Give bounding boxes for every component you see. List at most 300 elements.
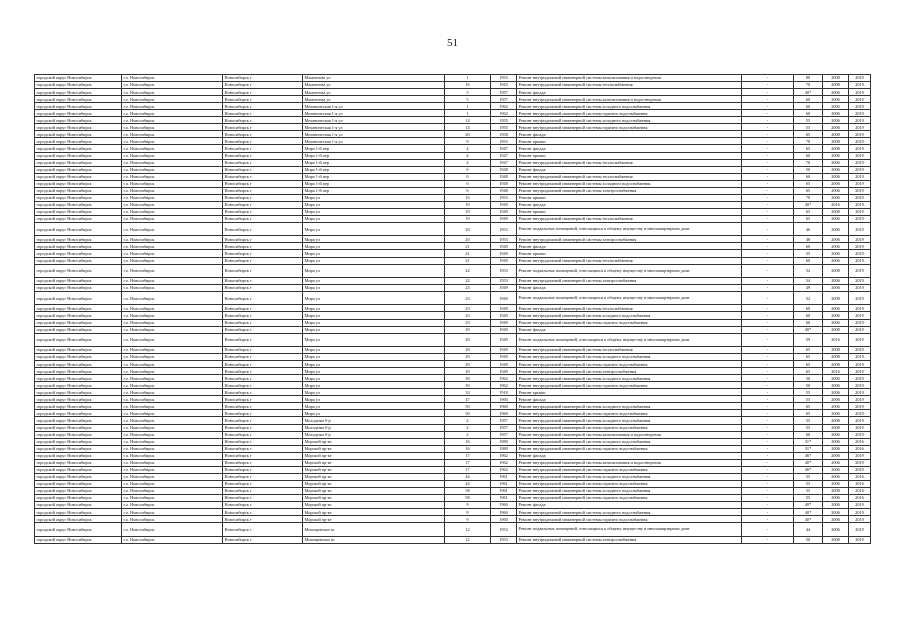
table-row	[35, 333, 871, 346]
cell-district: городской округ Новосибирск	[35, 459, 122, 466]
cell-end-year: 2019	[849, 96, 871, 103]
cell-district: городской округ Новосибирск	[35, 124, 122, 131]
cell-start-year: 2006	[823, 410, 849, 417]
cell-start-year: 2006	[823, 509, 849, 516]
cell-end-year: 2019	[849, 417, 871, 424]
cell-work: Ремонт внутридомовой инженерной системы горячего водоснабжения	[517, 516, 742, 523]
cell-district: городской округ Новосибирск	[35, 187, 122, 194]
cell-start-year: 2008	[823, 326, 849, 333]
cell-year: 1961	[491, 495, 517, 502]
cell-value: 60	[794, 305, 823, 312]
cell-work: Ремонт фасада	[517, 243, 742, 250]
cell-dash: -	[742, 361, 794, 368]
cell-end-year: 2019	[849, 194, 871, 201]
cell-start-year: 2006	[823, 103, 849, 110]
cell-value: 70	[794, 82, 823, 89]
cell-street: Мира ул	[303, 319, 445, 326]
cell-municipality: г.о. Новосибирск	[122, 152, 223, 159]
cell-year: 1949	[491, 312, 517, 319]
cell-work: Ремонт фасада	[517, 201, 742, 208]
cell-year: 1961	[491, 487, 517, 494]
cell-locality: Новосибирск г	[223, 319, 303, 326]
cell-district: городской округ Новосибирск	[35, 403, 122, 410]
cell-street: Мира 1-й пер	[303, 159, 445, 166]
cell-work: Ремонт внутридомовой инженерной системы холодного водоснабжения	[517, 438, 742, 445]
cell-street: Мира 1-й пер	[303, 166, 445, 173]
cell-municipality: г.о. Новосибирск	[122, 502, 223, 509]
table-row	[35, 389, 871, 396]
cell-start-year: 2006	[823, 495, 849, 502]
cell-street: Мира ул	[303, 285, 445, 292]
cell-municipality: г.о. Новосибирск	[122, 145, 223, 152]
table-row	[35, 516, 871, 523]
cell-work: Ремонт фасада	[517, 326, 742, 333]
cell-work: Ремонт внутридомовой инженерной системы горячего водоснабжения	[517, 480, 742, 487]
cell-end-year: 2019	[849, 215, 871, 222]
cell-year: 1953	[491, 222, 517, 235]
cell-dash: -	[742, 445, 794, 452]
cell-end-year: 2019	[849, 410, 871, 417]
cell-year: 1949	[491, 208, 517, 215]
cell-district: городской округ Новосибирск	[35, 452, 122, 459]
cell-street: Мамонтова ул	[303, 82, 445, 89]
cell-work: Ремонт внутридомовой инженерной системы холодного водоснабжения	[517, 509, 742, 516]
cell-district: городской округ Новосибирск	[35, 208, 122, 215]
cell-value: 65	[794, 368, 823, 375]
cell-locality: Новосибирск г	[223, 487, 303, 494]
cell-district: городской округ Новосибирск	[35, 215, 122, 222]
cell-house: 1	[445, 110, 491, 117]
cell-end-year: 2019	[849, 173, 871, 180]
cell-end-year: 2016	[849, 438, 871, 445]
cell-year: 1960	[491, 509, 517, 516]
cell-value: 65	[794, 208, 823, 215]
cell-end-year: 2019	[849, 166, 871, 173]
cell-locality: Новосибирск г	[223, 166, 303, 173]
cell-end-year: 2019	[849, 82, 871, 89]
cell-house: 20	[445, 131, 491, 138]
cell-locality: Новосибирск г	[223, 292, 303, 305]
cell-locality: Новосибирск г	[223, 152, 303, 159]
cell-locality: Новосибирск г	[223, 424, 303, 431]
cell-start-year: 2006	[823, 452, 849, 459]
cell-street: Механическая 1-я ул	[303, 117, 445, 124]
cell-end-year: 2019	[849, 103, 871, 110]
cell-locality: Новосибирск г	[223, 417, 303, 424]
cell-end-year: 2019	[849, 250, 871, 257]
cell-municipality: г.о. Новосибирск	[122, 354, 223, 361]
cell-municipality: г.о. Новосибирск	[122, 285, 223, 292]
cell-year: 1962	[491, 452, 517, 459]
cell-value: 40*	[794, 326, 823, 333]
cell-dash: -	[742, 277, 794, 284]
cell-dash: -	[742, 236, 794, 243]
cell-end-year: 2019	[849, 424, 871, 431]
table-row	[35, 103, 871, 110]
cell-municipality: г.о. Новосибирск	[122, 124, 223, 131]
cell-work: Ремонт внутридомовой инженерной системы горячего водоснабжения	[517, 361, 742, 368]
cell-street: Мира ул	[303, 236, 445, 243]
table-row	[35, 277, 871, 284]
table-row	[35, 208, 871, 215]
cell-municipality: г.о. Новосибирск	[122, 403, 223, 410]
cell-start-year: 2006	[823, 222, 849, 235]
cell-year: 1948	[491, 180, 517, 187]
cell-value: 44	[794, 523, 823, 536]
cell-street: Мира ул	[303, 333, 445, 346]
cell-end-year: 2019	[849, 145, 871, 152]
cell-year: 1947	[491, 145, 517, 152]
cell-year: 1980	[491, 445, 517, 452]
cell-street: Молодежи б-р	[303, 424, 445, 431]
cell-year: 1961	[491, 480, 517, 487]
cell-house: 30	[445, 382, 491, 389]
cell-municipality: г.о. Новосибирск	[122, 75, 223, 82]
cell-locality: Новосибирск г	[223, 103, 303, 110]
table-row	[35, 368, 871, 375]
cell-start-year: 2008	[823, 131, 849, 138]
cell-street: Мира ул	[303, 194, 445, 201]
cell-house: 2	[445, 417, 491, 424]
cell-dash: -	[742, 96, 794, 103]
cell-end-year: 2019	[849, 333, 871, 346]
cell-house: 6	[445, 187, 491, 194]
cell-value: 31*	[794, 445, 823, 452]
cell-municipality: г.о. Новосибирск	[122, 410, 223, 417]
cell-district: городской округ Новосибирск	[35, 516, 122, 523]
cell-dash: -	[742, 480, 794, 487]
cell-locality: Новосибирск г	[223, 438, 303, 445]
cell-start-year: 2006	[823, 382, 849, 389]
cell-work: Ремонт внутридомовой инженерной системы холодного водоснабжения	[517, 312, 742, 319]
table-row	[35, 487, 871, 494]
cell-locality: Новосибирск г	[223, 96, 303, 103]
cell-locality: Новосибирск г	[223, 375, 303, 382]
cell-value: 49	[794, 285, 823, 292]
table-row	[35, 445, 871, 452]
cell-value: 46*	[794, 466, 823, 473]
cell-value: 59	[794, 333, 823, 346]
cell-district: городской округ Новосибирск	[35, 480, 122, 487]
cell-municipality: г.о. Новосибирск	[122, 89, 223, 96]
table-row	[35, 110, 871, 117]
cell-work: Ремонт фасада	[517, 452, 742, 459]
cell-dash: -	[742, 354, 794, 361]
cell-house: 4	[445, 159, 491, 166]
cell-year: 1953	[491, 536, 517, 543]
cell-district: городской округ Новосибирск	[35, 410, 122, 417]
cell-start-year: 2006	[823, 516, 849, 523]
cell-municipality: г.о. Новосибирск	[122, 201, 223, 208]
cell-municipality: г.о. Новосибирск	[122, 166, 223, 173]
cell-work: Ремонт крыши	[517, 208, 742, 215]
cell-year: 1949	[491, 201, 517, 208]
table-row	[35, 166, 871, 173]
cell-start-year: 2006	[823, 166, 849, 173]
cell-start-year: 2006	[823, 180, 849, 187]
cell-year: 1947	[491, 159, 517, 166]
cell-house: 5	[445, 89, 491, 96]
cell-value: 60	[794, 96, 823, 103]
cell-municipality: г.о. Новосибирск	[122, 250, 223, 257]
cell-dash: -	[742, 523, 794, 536]
cell-locality: Новосибирск г	[223, 236, 303, 243]
cell-year: 1980	[491, 438, 517, 445]
cell-district: городской округ Новосибирск	[35, 312, 122, 319]
cell-start-year: 2008	[823, 138, 849, 145]
cell-dash: -	[742, 250, 794, 257]
cell-start-year: 2006	[823, 117, 849, 124]
cell-year: 1948	[491, 173, 517, 180]
cell-municipality: г.о. Новосибирск	[122, 389, 223, 396]
cell-end-year: 2019	[849, 466, 871, 473]
cell-start-year: 2008	[823, 487, 849, 494]
cell-value: 60	[794, 319, 823, 326]
cell-value: 65	[794, 403, 823, 410]
cell-district: городской округ Новосибирск	[35, 131, 122, 138]
cell-year: 1949	[491, 326, 517, 333]
cell-end-year: 2019	[849, 285, 871, 292]
cell-work: Ремонт внутридомовой инженерной системы канализования и водоотведения	[517, 459, 742, 466]
cell-start-year: 2008	[823, 82, 849, 89]
cell-locality: Новосибирск г	[223, 124, 303, 131]
cell-end-year: 2019	[849, 117, 871, 124]
cell-start-year: 2016	[823, 333, 849, 346]
cell-municipality: г.о. Новосибирск	[122, 138, 223, 145]
cell-district: городской округ Новосибирск	[35, 333, 122, 346]
cell-municipality: г.о. Новосибирск	[122, 516, 223, 523]
cell-house: 23	[445, 285, 491, 292]
cell-year: 1949	[491, 215, 517, 222]
cell-end-year: 2019	[849, 375, 871, 382]
cell-dash: -	[742, 257, 794, 264]
cell-start-year: 2006	[823, 305, 849, 312]
table-row	[35, 117, 871, 124]
cell-district: городской округ Новосибирск	[35, 368, 122, 375]
cell-dash: -	[742, 487, 794, 494]
cell-locality: Новосибирск г	[223, 396, 303, 403]
cell-value: 60	[794, 312, 823, 319]
cell-district: городской округ Новосибирск	[35, 417, 122, 424]
cell-start-year: 2006	[823, 89, 849, 96]
cell-year: 1953	[491, 264, 517, 277]
cell-start-year: 2006	[823, 285, 849, 292]
cell-municipality: г.о. Новосибирск	[122, 473, 223, 480]
cell-value: 50	[794, 166, 823, 173]
cell-start-year: 2008	[823, 424, 849, 431]
cell-end-year: 2019	[849, 523, 871, 536]
cell-house: 12	[445, 523, 491, 536]
cell-municipality: г.о. Новосибирск	[122, 326, 223, 333]
cell-end-year: 2019	[849, 326, 871, 333]
cell-street: Механическая 1-я ул	[303, 124, 445, 131]
cell-district: городской округ Новосибирск	[35, 180, 122, 187]
cell-year: 1957	[491, 417, 517, 424]
cell-value: 55	[794, 417, 823, 424]
cell-district: городской округ Новосибирск	[35, 222, 122, 235]
cell-locality: Новосибирск г	[223, 509, 303, 516]
cell-dash: -	[742, 516, 794, 523]
cell-end-year: 2019	[849, 138, 871, 145]
cell-municipality: г.о. Новосибирск	[122, 445, 223, 452]
cell-house: 19	[445, 215, 491, 222]
cell-value: 40*	[794, 89, 823, 96]
cell-locality: Новосибирск г	[223, 180, 303, 187]
cell-value: 55	[794, 424, 823, 431]
cell-municipality: г.о. Новосибирск	[122, 509, 223, 516]
cell-house: 29	[445, 361, 491, 368]
cell-municipality: г.о. Новосибирск	[122, 480, 223, 487]
cell-municipality: г.о. Новосибирск	[122, 466, 223, 473]
cell-year: 1960	[491, 396, 517, 403]
cell-municipality: г.о. Новосибирск	[122, 319, 223, 326]
cell-start-year: 2006	[823, 502, 849, 509]
cell-value: 46	[794, 222, 823, 235]
cell-locality: Новосибирск г	[223, 277, 303, 284]
table-row	[35, 285, 871, 292]
table-row	[35, 326, 871, 333]
cell-work: Ремонт внутридомовой инженерной системы канализования и водоотведения	[517, 96, 742, 103]
cell-house: 2	[445, 431, 491, 438]
cell-value: 55	[794, 495, 823, 502]
cell-district: городской округ Новосибирск	[35, 523, 122, 536]
cell-start-year: 2008	[823, 208, 849, 215]
cell-locality: Новосибирск г	[223, 264, 303, 277]
cell-work: Ремонт подвальных помещений, относящихся к общему имуществу в многоквартирном доме	[517, 222, 742, 235]
cell-dash: -	[742, 438, 794, 445]
cell-street: Мочищенское ш	[303, 536, 445, 543]
cell-locality: Новосибирск г	[223, 243, 303, 250]
cell-year: 1943	[491, 82, 517, 89]
cell-year: 1948	[491, 187, 517, 194]
cell-dash: -	[742, 347, 794, 354]
cell-house: 58	[445, 487, 491, 494]
cell-street: Мира ул	[303, 361, 445, 368]
cell-value: 55	[794, 396, 823, 403]
cell-dash: -	[742, 459, 794, 466]
cell-municipality: г.о. Новосибирск	[122, 96, 223, 103]
cell-street: Морской пр-кт	[303, 438, 445, 445]
cell-locality: Новосибирск г	[223, 536, 303, 543]
cell-dash: -	[742, 292, 794, 305]
cell-year: 1953	[491, 75, 517, 82]
cell-work: Ремонт внутридомовой инженерной системы теплоснабжения	[517, 215, 742, 222]
cell-locality: Новосибирск г	[223, 173, 303, 180]
cell-street: Мира ул	[303, 347, 445, 354]
table-row	[35, 536, 871, 543]
cell-work: Ремонт внутридомовой инженерной системы холодного водоснабжения	[517, 117, 742, 124]
cell-dash: -	[742, 396, 794, 403]
table-row	[35, 201, 871, 208]
cell-work: Ремонт внутридомовой инженерной системы электроснабжения	[517, 236, 742, 243]
cell-house: 23	[445, 305, 491, 312]
cell-value: 55	[794, 389, 823, 396]
cell-street: Мира ул	[303, 368, 445, 375]
table-row	[35, 75, 871, 82]
table-row	[35, 424, 871, 431]
cell-value: 60	[794, 257, 823, 264]
cell-house: 16	[445, 445, 491, 452]
cell-dash: -	[742, 536, 794, 543]
cell-start-year: 2006	[823, 215, 849, 222]
cell-street: Мира ул	[303, 396, 445, 403]
cell-work: Ремонт внутридомовой инженерной системы горячего водоснабжения	[517, 319, 742, 326]
cell-value: 52	[794, 292, 823, 305]
cell-dash: -	[742, 131, 794, 138]
cell-house: 9	[445, 516, 491, 523]
cell-work: Ремонт крыши	[517, 194, 742, 201]
table-row	[35, 382, 871, 389]
cell-house: 44	[445, 480, 491, 487]
cell-work: Ремонт подвальных помещений, относящихся к общему имуществу в многоквартирном доме	[517, 523, 742, 536]
cell-locality: Новосибирск г	[223, 194, 303, 201]
cell-locality: Новосибирск г	[223, 333, 303, 346]
cell-street: Морской пр-кт	[303, 452, 445, 459]
cell-municipality: г.о. Новосибирск	[122, 243, 223, 250]
cell-street: Мочищенское ш	[303, 523, 445, 536]
table-row	[35, 89, 871, 96]
cell-dash: -	[742, 215, 794, 222]
cell-start-year: 2006	[823, 110, 849, 117]
cell-street: Мира ул	[303, 201, 445, 208]
cell-value: 70	[794, 194, 823, 201]
table-row	[35, 410, 871, 417]
cell-end-year: 2019	[849, 75, 871, 82]
cell-street: Мира ул	[303, 222, 445, 235]
cell-locality: Новосибирск г	[223, 516, 303, 523]
cell-value: 55	[794, 124, 823, 131]
cell-street: Мира 1-й пер	[303, 173, 445, 180]
cell-start-year: 2006	[823, 159, 849, 166]
cell-end-year: 2019	[849, 264, 871, 277]
cell-start-year: 2006	[823, 466, 849, 473]
cell-street: Морской пр-кт	[303, 516, 445, 523]
cell-municipality: г.о. Новосибирск	[122, 187, 223, 194]
cell-district: городской округ Новосибирск	[35, 110, 122, 117]
cell-end-year: 2019	[849, 257, 871, 264]
cell-house: 58	[445, 495, 491, 502]
table-row	[35, 347, 871, 354]
cell-end-year: 2019	[849, 354, 871, 361]
cell-street: Мира ул	[303, 277, 445, 284]
cell-street: Морской пр-кт	[303, 480, 445, 487]
cell-municipality: г.о. Новосибирск	[122, 82, 223, 89]
table-row	[35, 215, 871, 222]
cell-work: Ремонт внутридомовой инженерной системы холодного водоснабжения	[517, 473, 742, 480]
cell-municipality: г.о. Новосибирск	[122, 487, 223, 494]
cell-district: городской округ Новосибирск	[35, 354, 122, 361]
table-row	[35, 243, 871, 250]
cell-house: 50	[445, 410, 491, 417]
cell-year: 1949	[491, 257, 517, 264]
cell-year: 1957	[491, 96, 517, 103]
cell-dash: -	[742, 424, 794, 431]
cell-work: Ремонт внутридомовой инженерной системы горячего водоснабжения	[517, 445, 742, 452]
cell-start-year: 2006	[823, 375, 849, 382]
cell-end-year: 2019	[849, 431, 871, 438]
cell-end-year: 2019	[849, 152, 871, 159]
cell-municipality: г.о. Новосибирск	[122, 431, 223, 438]
table-row	[35, 145, 871, 152]
cell-house: 29	[445, 347, 491, 354]
cell-start-year: 2016	[823, 368, 849, 375]
cell-year: 1962	[491, 459, 517, 466]
page-number: 51	[447, 37, 458, 49]
cell-house: 47	[445, 396, 491, 403]
cell-dash: -	[742, 431, 794, 438]
cell-work: Ремонт внутридомовой инженерной системы горячего водоснабжения	[517, 124, 742, 131]
cell-year: 1958	[491, 131, 517, 138]
